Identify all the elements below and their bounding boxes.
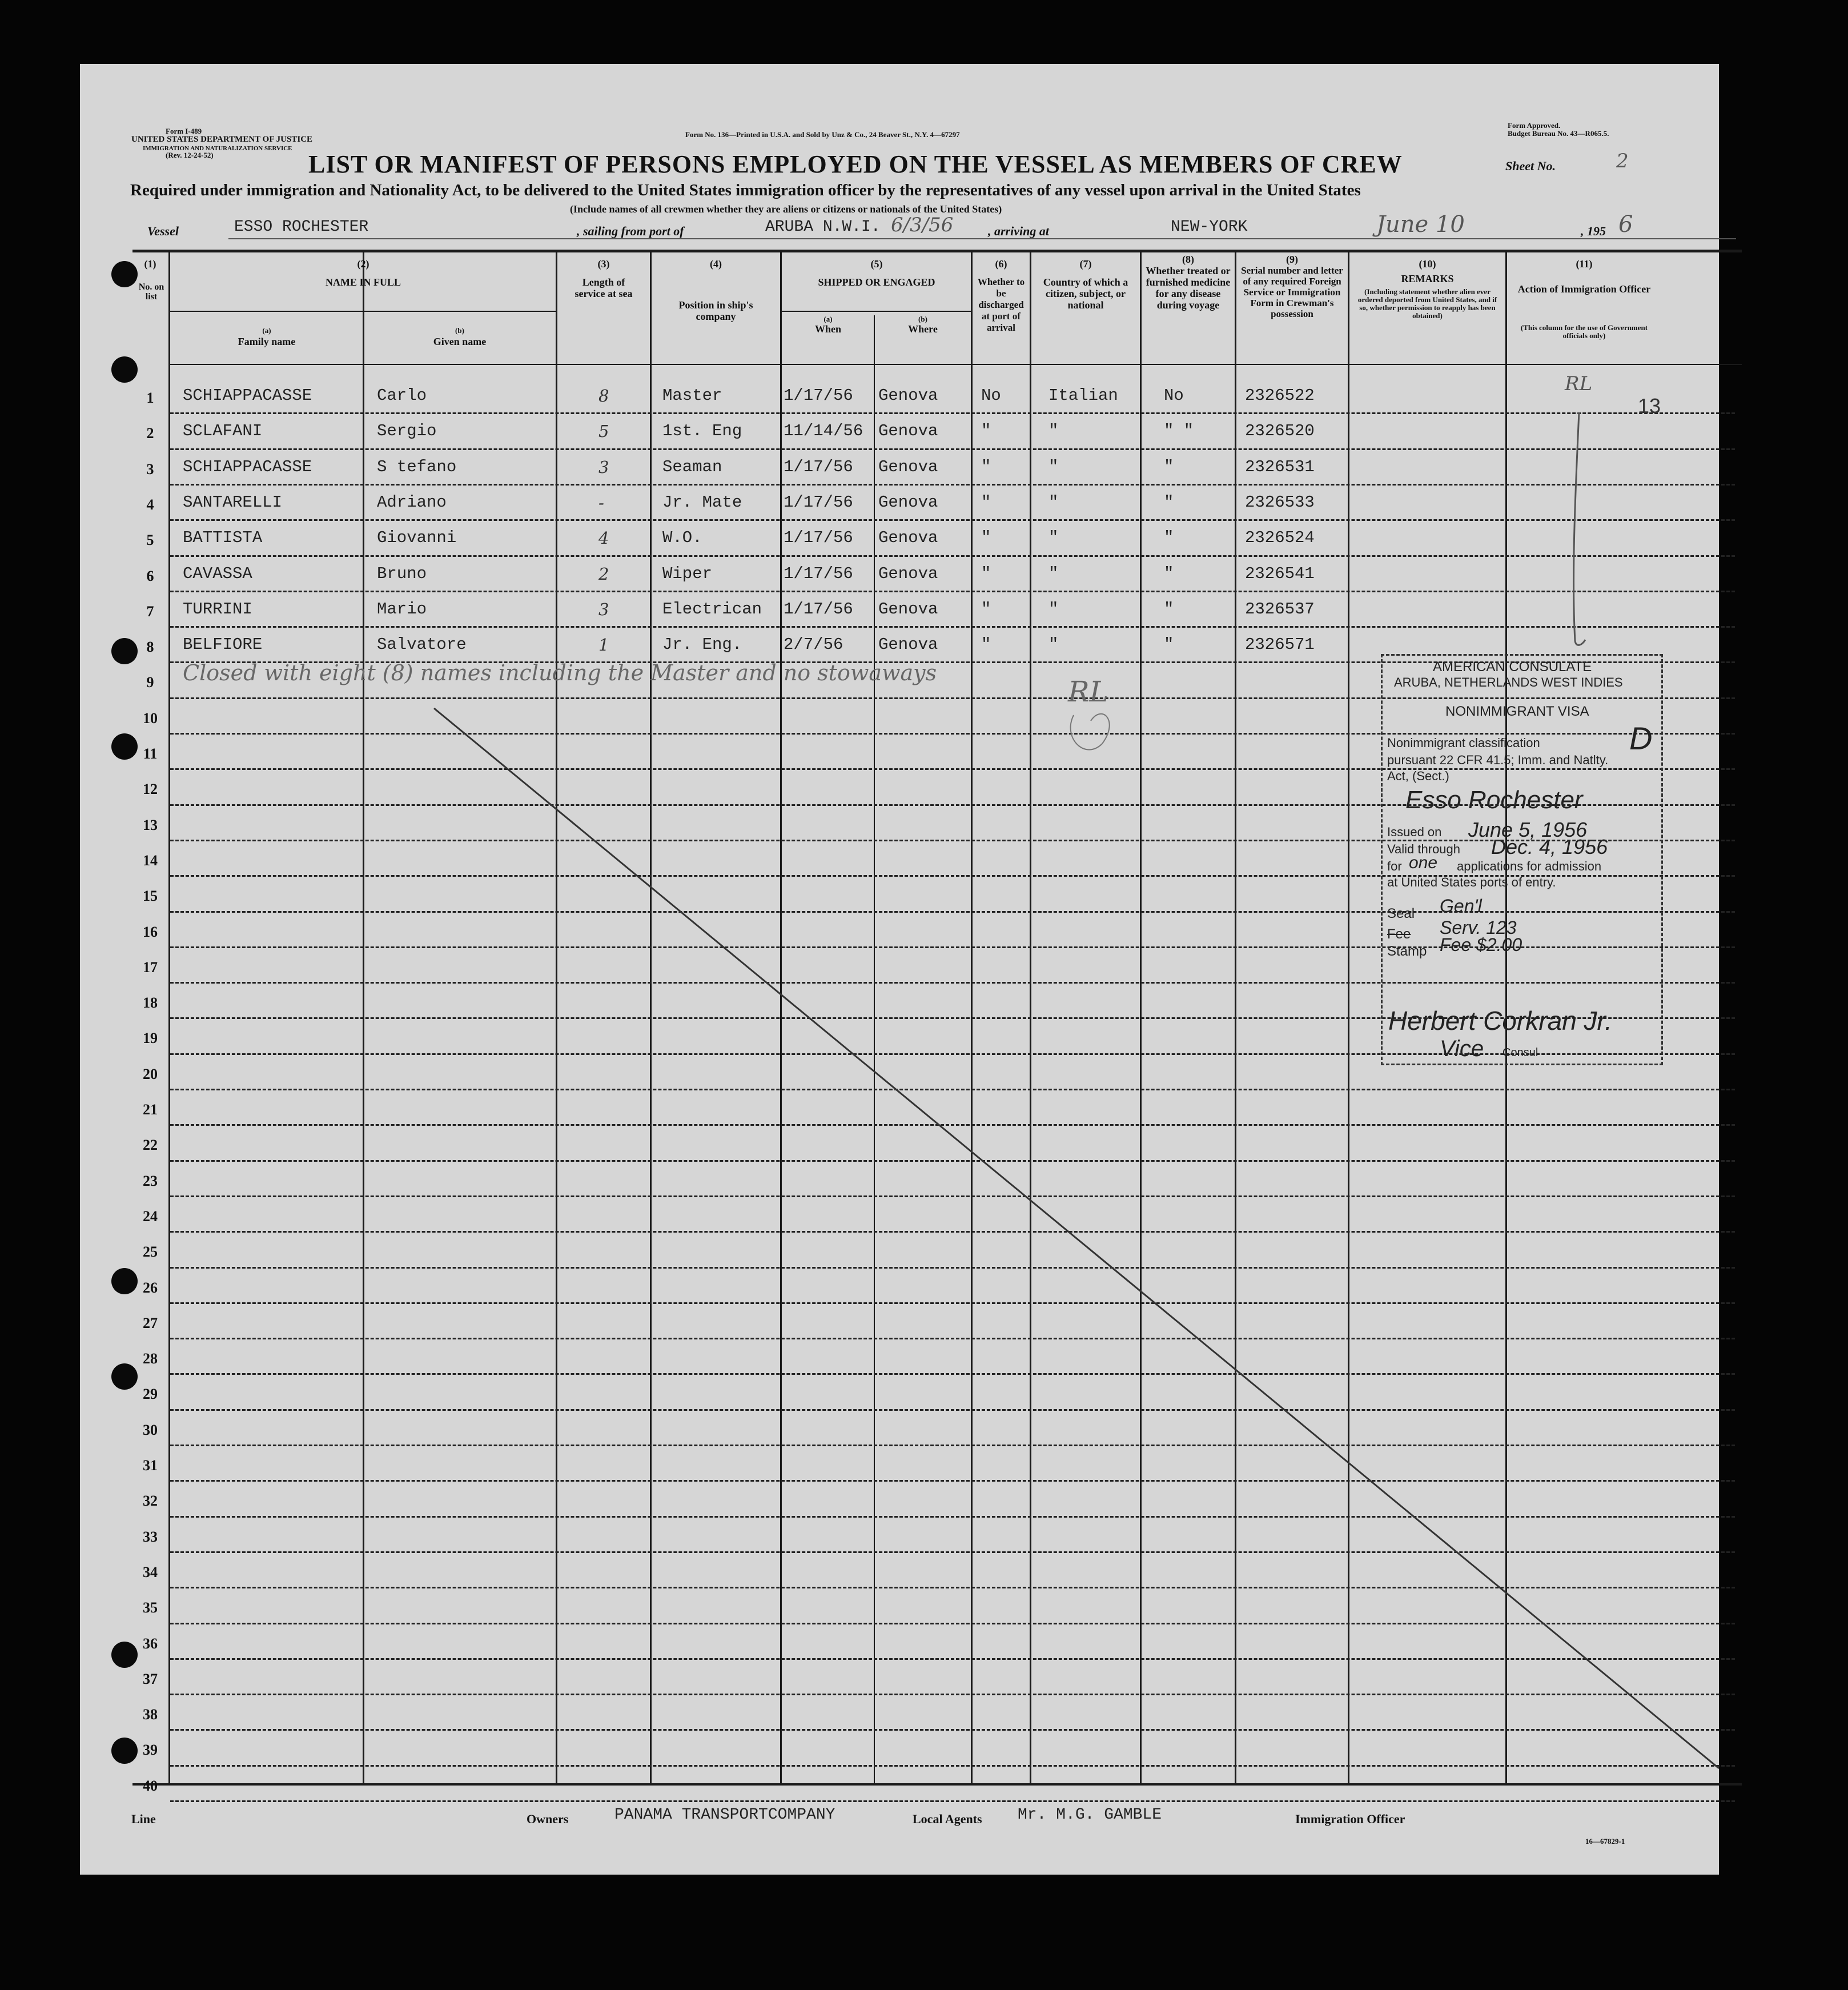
crew-country: " — [1048, 635, 1059, 655]
crew-given: Carlo — [377, 386, 427, 405]
stamp-act: Act, (Sect.) — [1387, 769, 1449, 783]
arrival-date: June 10 — [1376, 211, 1465, 238]
row-number: 25 — [143, 1243, 158, 1261]
crew-given: Mario — [377, 599, 427, 619]
stamp-seal-value: Gen'l — [1440, 896, 1482, 916]
closing-note: Closed with eight (8) names including the Master and no stowaways — [183, 660, 937, 685]
crew-serial: 2326533 — [1245, 492, 1315, 512]
crew-where: Genova — [878, 492, 938, 512]
crew-country: " — [1048, 457, 1059, 476]
year-label: , 195 — [1581, 224, 1606, 238]
row-number: 7 — [146, 603, 154, 620]
row-number: 11 — [143, 745, 158, 762]
crew-discharged: " — [981, 422, 991, 441]
col6-num: (6) — [995, 258, 1007, 270]
col7-label: Country of which a citizen, subject, or national — [1043, 276, 1128, 311]
col11-label: Action of Immigration Officer — [1517, 283, 1651, 295]
crew-position: Wiper — [662, 564, 713, 583]
col2-num: (2) — [357, 258, 369, 270]
row-number: 24 — [143, 1207, 158, 1225]
stamp-fee-label: Fee — [1387, 926, 1411, 942]
row-number: 14 — [143, 852, 158, 869]
year-digit: 6 — [1618, 211, 1633, 238]
row-number: 21 — [143, 1101, 158, 1118]
crew-family: CAVASSA — [183, 564, 252, 583]
crew-country: " — [1048, 528, 1059, 548]
page-count: 13 — [1638, 394, 1661, 418]
form-number: Form I-489 — [166, 127, 202, 135]
row-number: 27 — [143, 1314, 158, 1331]
crew-medicine: " — [1164, 635, 1174, 655]
crew-family: TURRINI — [183, 599, 252, 619]
vessel-label: Vessel — [147, 224, 179, 238]
crew-position: W.O. — [662, 528, 702, 548]
row-number: 5 — [146, 532, 154, 549]
stamp-for-label: for — [1387, 859, 1402, 873]
stamp-classification-label: Nonimmigrant classification — [1387, 736, 1540, 750]
arriving-label: , arriving at — [988, 224, 1049, 238]
crew-service: 1 — [598, 635, 609, 655]
col5b-label: Where — [908, 323, 938, 335]
col10-num: (10) — [1419, 258, 1436, 270]
crew-where: Genova — [878, 422, 938, 441]
crew-given: Adriano — [377, 492, 447, 512]
stamp-valid-label: Valid through — [1387, 842, 1461, 856]
row-number: 6 — [146, 567, 154, 584]
col2-label: NAME IN FULL — [325, 276, 401, 288]
crew-service: 8 — [598, 386, 609, 406]
crew-when: 1/17/56 — [784, 457, 853, 476]
row-number: 2 — [146, 425, 154, 442]
crew-when: 11/14/56 — [784, 422, 863, 441]
stamp-vessel: Esso Rochester — [1405, 786, 1583, 814]
row-number: 20 — [143, 1065, 158, 1082]
crew-medicine: " — [1164, 457, 1174, 476]
col5b-letter: (b) — [918, 315, 927, 323]
form-approved: Form Approved. — [1508, 121, 1561, 130]
row-number: 26 — [143, 1279, 158, 1296]
col3-num: (3) — [597, 258, 610, 270]
crew-medicine: " — [1164, 528, 1174, 548]
sheet-label: Sheet No. — [1505, 159, 1556, 173]
page-title: LIST OR MANIFEST OF PERSONS EMPLOYED ON THE VESSEL AS MEMBERS OF CREW — [308, 150, 1403, 178]
crew-service: - — [598, 492, 604, 512]
stamp-consul: Consul — [1502, 1046, 1538, 1059]
crew-given: Giovanni — [377, 528, 457, 548]
officer-initials: RL — [1068, 675, 1108, 708]
row-number: 32 — [143, 1492, 158, 1510]
crew-given: Salvatore — [377, 635, 467, 655]
footer-agents-label: Local Agents — [913, 1812, 982, 1826]
crew-serial: 2326520 — [1245, 422, 1315, 441]
col5-label: SHIPPED OR ENGAGED — [818, 276, 935, 288]
crew-when: 2/7/56 — [784, 635, 843, 655]
row-number: 36 — [143, 1635, 158, 1652]
crew-position: Electrican — [662, 599, 762, 619]
manifest-sheet — [80, 64, 1719, 1875]
crew-discharged: " — [981, 492, 991, 512]
row-number: 35 — [143, 1599, 158, 1616]
row-number: 15 — [143, 888, 158, 905]
col4-label: Position in ship's company — [678, 299, 753, 322]
crew-medicine: " — [1164, 564, 1174, 583]
crew-when: 1/17/56 — [784, 528, 853, 548]
stamp-location: ARUBA, NETHERLANDS WEST INDIES — [1394, 675, 1623, 689]
row-number: 29 — [143, 1386, 158, 1403]
crew-country: " — [1048, 599, 1059, 619]
crew-given: Sergio — [377, 422, 437, 441]
footer-agents: Mr. M.G. GAMBLE — [1018, 1806, 1162, 1824]
col6-label: Whether to be discharged at port of arrival — [977, 276, 1025, 333]
service: IMMIGRATION AND NATURALIZATION SERVICE — [143, 145, 292, 152]
col2a-letter: (a) — [262, 326, 271, 335]
col1-num: (1) — [144, 258, 156, 270]
crew-serial: 2326537 — [1245, 599, 1315, 619]
page-subtitle: Required under immigration and Nationality Act, to be delivered to the United States immigration officer by the representatives of any vessel upon arrival in the United States — [130, 181, 1361, 199]
crew-discharged: " — [981, 457, 991, 476]
sailing-label: , sailing from port of — [577, 224, 684, 238]
col10-sub: (Including statement whether alien ever ordered deported from United States, and if so, whether permission to reapply has been obtained) — [1357, 287, 1497, 320]
row-number: 12 — [143, 781, 158, 798]
vessel-name: ESSO ROCHESTER — [234, 218, 369, 236]
stamp-signature: Herbert Corkran Jr. — [1388, 1006, 1612, 1036]
stamp-stamp-value: Fee $2.00 — [1440, 934, 1522, 955]
crew-position: Jr. Mate — [662, 492, 742, 512]
col3-label: Length of service at sea — [575, 276, 633, 299]
budget-bureau: Budget Bureau No. 43—R065.5. — [1508, 129, 1609, 138]
col9-num: (9) — [1286, 254, 1298, 265]
footer-owners: PANAMA TRANSPORTCOMPANY — [614, 1806, 835, 1824]
crew-family: SCLAFANI — [183, 422, 263, 441]
crew-position: Jr. Eng. — [662, 635, 742, 655]
crew-position: 1st. Eng — [662, 422, 742, 441]
row-number: 38 — [143, 1706, 158, 1723]
crew-country: Italian — [1048, 386, 1118, 405]
col10-label: REMARKS — [1401, 273, 1454, 284]
row-number: 1 — [146, 390, 154, 406]
stamp-seal-label: Seal — [1387, 906, 1415, 921]
footer-line-label: Line — [131, 1812, 156, 1826]
crew-discharged: No — [981, 386, 1001, 405]
col5-num: (5) — [870, 258, 883, 270]
row-number: 13 — [143, 816, 158, 833]
include-note: (Include names of all crewmen whether they are aliens or citizens or nationals of the United States) — [570, 203, 1002, 215]
col11-num: (11) — [1576, 258, 1593, 270]
crew-family: SCHIAPPACASSE — [183, 457, 312, 476]
crew-family: SANTARELLI — [183, 492, 283, 512]
crew-where: Genova — [878, 386, 938, 405]
stamp-visa-type: NONIMMIGRANT VISA — [1445, 704, 1589, 719]
stamp-issued-value: June 5, 1956 — [1468, 818, 1588, 841]
officer-mark: RL — [1565, 372, 1593, 395]
stamp-issued-label: Issued on — [1387, 825, 1442, 839]
crew-serial: 2326524 — [1245, 528, 1315, 548]
visa-stamp — [1381, 654, 1663, 1065]
col2a-label: Family name — [238, 336, 296, 347]
stamp-valid-value: Dec. 4, 1956 — [1491, 835, 1608, 858]
stamp-classification-value: D — [1629, 720, 1653, 756]
crew-family: SCHIAPPACASSE — [183, 386, 312, 405]
row-number: 23 — [143, 1172, 158, 1189]
row-number: 18 — [143, 994, 158, 1012]
stamp-pursuant: pursuant 22 CFR 41.5; Imm. and Natlty. — [1387, 753, 1609, 767]
crew-where: Genova — [878, 528, 938, 548]
row-number: 4 — [146, 496, 154, 513]
stamp-for-value: one — [1409, 853, 1438, 872]
col5a-letter: (a) — [823, 315, 833, 323]
crew-when: 1/17/56 — [784, 599, 853, 619]
crew-family: BATTISTA — [183, 528, 263, 548]
col1-label: No. on list — [138, 282, 164, 302]
row-number: 39 — [143, 1742, 158, 1759]
row-number: 19 — [143, 1030, 158, 1047]
crew-medicine: " — [1164, 599, 1174, 619]
crew-where: Genova — [878, 457, 938, 476]
crew-position: Seaman — [662, 457, 722, 476]
crew-given: Bruno — [377, 564, 427, 583]
crew-discharged: " — [981, 635, 991, 655]
crew-when: 1/17/56 — [784, 564, 853, 583]
crew-serial: 2326541 — [1245, 564, 1315, 583]
crew-service: 4 — [598, 528, 609, 548]
stamp-consulate: AMERICAN CONSULATE — [1433, 659, 1592, 675]
row-number: 40 — [143, 1777, 158, 1794]
col8-num: (8) — [1182, 254, 1194, 265]
arrival-port: NEW-YORK — [1171, 218, 1248, 236]
departure-port: ARUBA N.W.I. — [765, 218, 881, 236]
row-number: 33 — [143, 1528, 158, 1545]
crew-country: " — [1048, 564, 1059, 583]
col2b-letter: (b) — [455, 326, 464, 335]
crew-medicine: No — [1164, 386, 1184, 405]
crew-position: Master — [662, 386, 722, 405]
crew-discharged: " — [981, 528, 991, 548]
crew-family: BELFIORE — [183, 635, 263, 655]
crew-service: 3 — [598, 599, 609, 619]
revision: (Rev. 12-24-52) — [166, 151, 214, 159]
crew-service: 2 — [598, 564, 609, 584]
crew-when: 1/17/56 — [784, 492, 853, 512]
col2b-label: Given name — [433, 336, 487, 347]
row-number: 17 — [143, 958, 158, 976]
crew-medicine: " — [1164, 492, 1174, 512]
stamp-vice: Vice — [1440, 1036, 1484, 1061]
department: UNITED STATES DEPARTMENT OF JUSTICE — [131, 135, 313, 144]
stamp-fee-value: Serv. 123 — [1440, 917, 1517, 938]
crew-discharged: " — [981, 564, 991, 583]
crew-where: Genova — [878, 564, 938, 583]
crew-when: 1/17/56 — [784, 386, 853, 405]
printer-line: Form No. 136—Printed in U.S.A. and Sold by Unz & Co., 24 Beaver St., N.Y. 4—67297 — [685, 130, 960, 139]
row-number: 30 — [143, 1421, 158, 1438]
col5a-label: When — [814, 323, 841, 335]
col7-num: (7) — [1079, 258, 1092, 270]
departure-date: 6/3/56 — [891, 214, 954, 236]
row-number: 3 — [146, 460, 154, 478]
stamp-ports: at United States ports of entry. — [1387, 875, 1556, 889]
row-number: 10 — [143, 709, 158, 727]
crew-country: " — [1048, 422, 1059, 441]
col9-label: Serial number and letter of any required Foreign Service or Immigration Form in Crewman's possession — [1241, 265, 1343, 319]
row-number: 16 — [143, 923, 158, 940]
col11-sub: (This column for the use of Government officials only) — [1520, 323, 1648, 340]
row-number: 34 — [143, 1563, 158, 1580]
row-number: 37 — [143, 1670, 158, 1687]
footer-code: 16—67829-1 — [1585, 1837, 1625, 1845]
crew-discharged: " — [981, 599, 991, 619]
footer-owners-label: Owners — [527, 1812, 569, 1826]
stamp-stamp-label: Stamp — [1387, 944, 1427, 959]
crew-service: 5 — [598, 422, 609, 442]
row-number: 9 — [146, 674, 154, 691]
row-number: 28 — [143, 1350, 158, 1367]
col8-label: Whether treated or furnished medicine for any disease during voyage — [1146, 265, 1231, 311]
crew-serial: 2326522 — [1245, 386, 1315, 405]
row-number: 8 — [146, 639, 154, 656]
row-number: 22 — [143, 1137, 158, 1154]
col4-num: (4) — [710, 258, 722, 270]
crew-serial: 2326531 — [1245, 457, 1315, 476]
crew-country: " — [1048, 492, 1059, 512]
crew-service: 3 — [598, 457, 609, 477]
crew-given: S tefano — [377, 457, 457, 476]
footer-officer-label: Immigration Officer — [1295, 1812, 1405, 1826]
stamp-applications: applications for admission — [1457, 859, 1602, 873]
sheet-number: 2 — [1616, 150, 1629, 172]
crew-where: Genova — [878, 599, 938, 619]
crew-where: Genova — [878, 635, 938, 655]
crew-medicine: " " — [1164, 422, 1194, 441]
crew-serial: 2326571 — [1245, 635, 1315, 655]
row-number: 31 — [143, 1457, 158, 1474]
